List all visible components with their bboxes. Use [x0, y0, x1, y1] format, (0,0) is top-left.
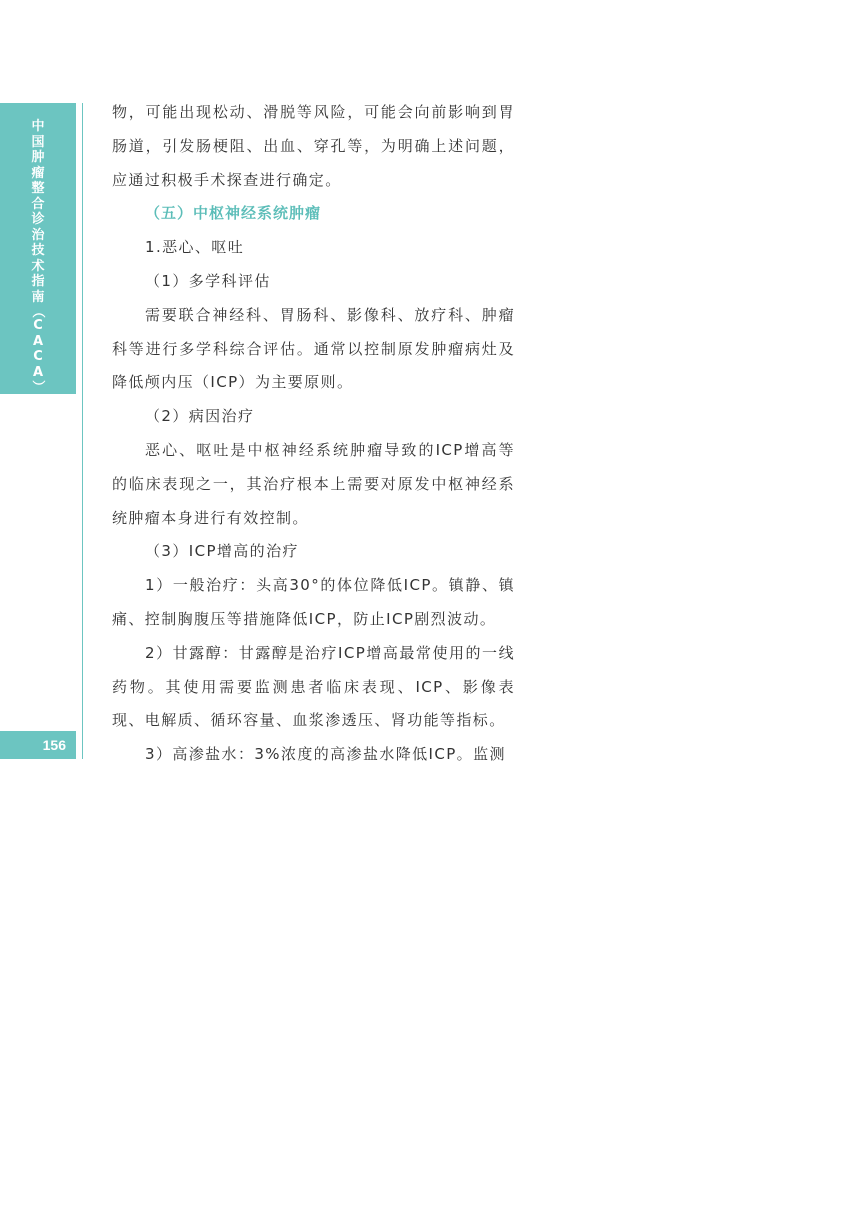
sidebar-title-char: 整: [31, 181, 45, 196]
page-number: 156: [0, 731, 76, 759]
sidebar-title-char: 瘤: [31, 165, 45, 181]
paragraph: 2）甘露醇：甘露醇是治疗ICP增高最常使用的一线药物。其使用需要监测患者临床表现、ICP、影像表现、电解质、循环容量、血浆渗透压、肾功能等指标。: [112, 643, 515, 730]
paragraph: 1.恶心、呕吐: [145, 238, 245, 257]
section-heading: （五）中枢神经系统肿瘤: [145, 204, 322, 223]
sidebar-title-char: 合: [31, 196, 45, 212]
sidebar-title-char: 术: [31, 258, 45, 274]
sidebar-title-char: ）: [30, 379, 46, 394]
main-text: [112, 96, 515, 772]
paragraph: 3）高渗盐水：3%浓度的高渗盐水降低ICP。监测: [145, 745, 506, 764]
sidebar-title-char: 技: [31, 243, 45, 258]
sidebar-title: [0, 119, 76, 393]
sidebar-title-char: 肿: [31, 150, 45, 165]
sidebar-title-char: 指: [31, 274, 45, 289]
sidebar-title-char: 南: [31, 289, 45, 305]
paragraph: 需要联合神经科、胃肠科、影像科、放疗科、肿瘤科等进行多学科综合评估。通常以控制原发肿瘤病灶及降低颅内压（ICP）为主要原则。: [112, 305, 515, 392]
sidebar-title-char: A: [32, 333, 44, 349]
paragraph: 物，可能出现松动、滑脱等风险，可能会向前影响到胃肠道，引发肠梗阻、出血、穿孔等，为明确上述问题，应通过积极手术探查进行确定。: [112, 103, 515, 189]
sidebar-title-char: A: [32, 364, 44, 380]
paragraph: 1）一般治疗：头高30°的体位降低ICP。镇静、镇痛、控制胸腹压等措施降低ICP，防止ICP剧烈波动。: [112, 576, 515, 628]
sidebar-title-char: （: [30, 304, 46, 319]
sidebar-title-char: C: [33, 349, 43, 364]
sidebar-title-char: 国: [31, 134, 45, 150]
sidebar-title-char: C: [33, 318, 43, 333]
sidebar-tab: [0, 103, 76, 394]
sidebar-title-char: 中: [31, 119, 45, 134]
sidebar-title-char: 诊: [31, 212, 45, 227]
sidebar-title-char: 治: [31, 227, 45, 243]
sidebar-divider-line: [82, 103, 83, 759]
paragraph: （2）病因治疗: [145, 407, 255, 426]
paragraph: （3）ICP增高的治疗: [145, 542, 299, 561]
paragraph: 恶心、呕吐是中枢神经系统肿瘤导致的ICP增高等的临床表现之一，其治疗根本上需要对原发中枢神经系统肿瘤本身进行有效控制。: [112, 440, 515, 527]
paragraph: （1）多学科评估: [145, 271, 271, 290]
